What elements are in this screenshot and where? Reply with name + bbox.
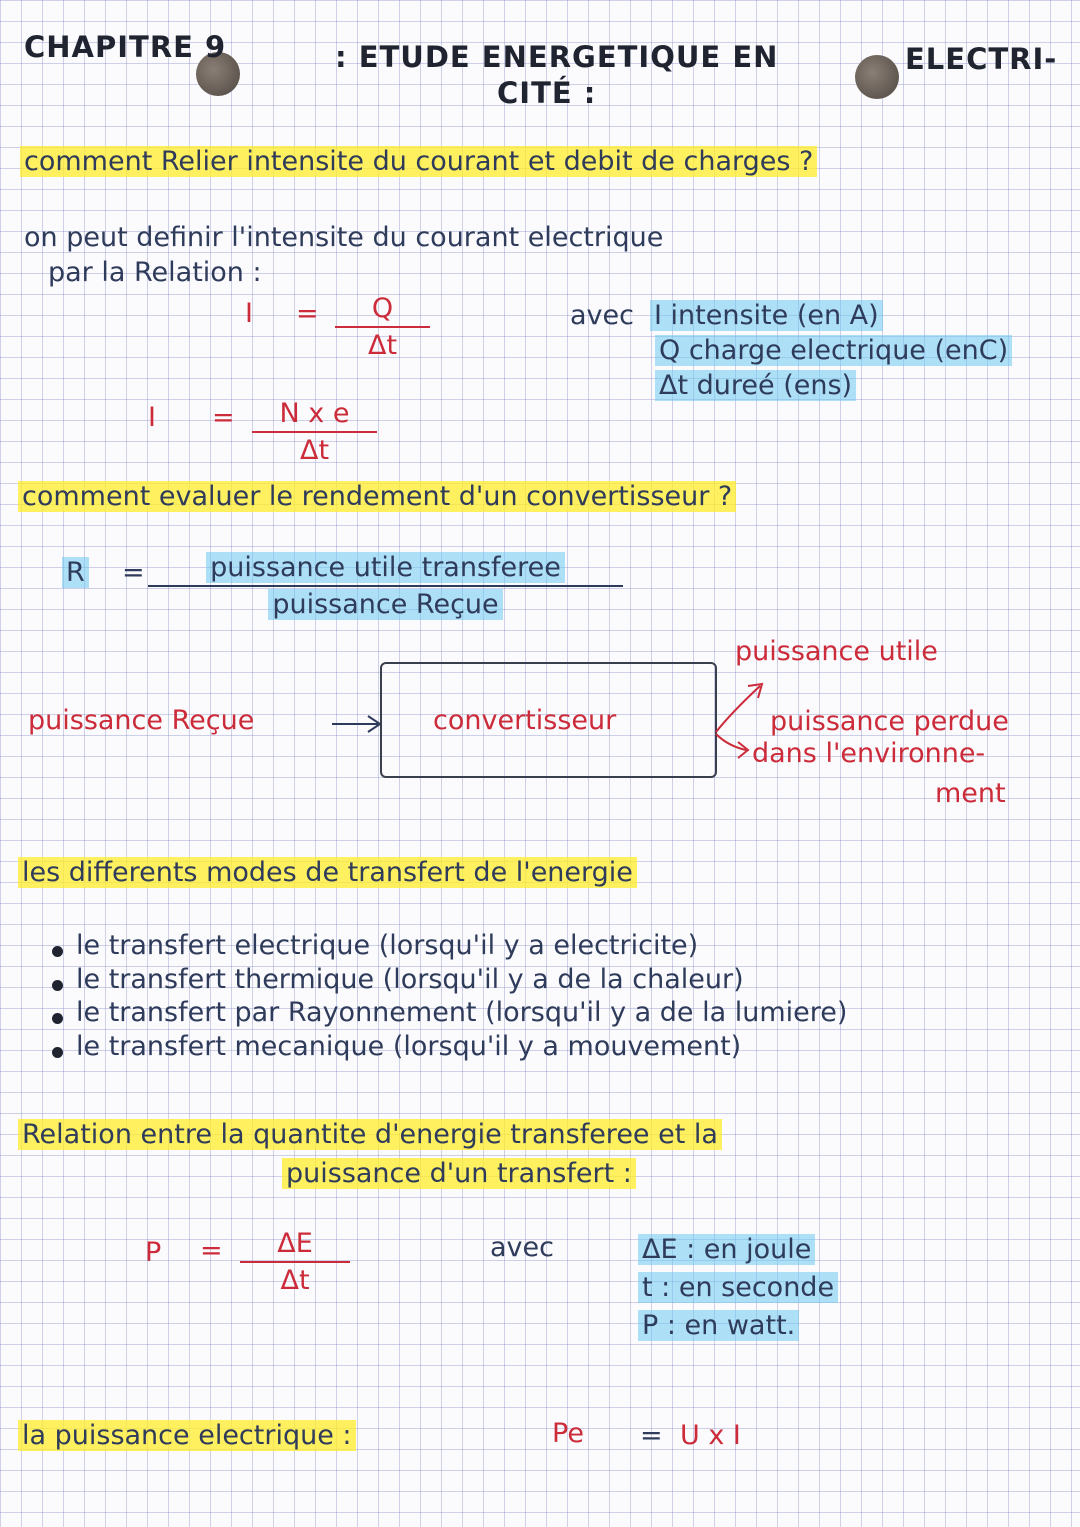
- formula-r-eq: =: [122, 557, 145, 588]
- output-lost-line2: dans l'environne-: [752, 738, 986, 769]
- intro-line-2: par la Relation :: [48, 257, 262, 288]
- formula1-numerator: Q: [335, 293, 430, 328]
- formula-r-denominator: puissance Reçue: [148, 587, 623, 620]
- chapter-title-line2: CITÉ :: [497, 76, 597, 110]
- formula-r-numerator: puissance utile transferee: [148, 552, 623, 587]
- formula-p-fraction: [240, 1228, 350, 1296]
- formula-p-numerator: ΔE: [240, 1228, 350, 1263]
- heading-energy-power-line1: Relation entre la quantite d'energie transferee et la: [18, 1119, 722, 1150]
- formula1-denominator: Δt: [367, 330, 398, 361]
- bullet-icon: [52, 1047, 63, 1058]
- formula2-numerator: N x e: [252, 398, 377, 433]
- unit-power: P : en watt.: [638, 1310, 799, 1341]
- avec-label-2: avec: [490, 1232, 554, 1263]
- chapter-title-end: ELECTRI-: [905, 42, 1058, 76]
- unit-energy: ΔE : en joule: [638, 1234, 815, 1265]
- formula-p-denominator: Δt: [280, 1265, 310, 1296]
- output-lost-line1: puissance perdue: [770, 706, 1009, 737]
- bullet-icon: [52, 946, 63, 957]
- question-intensity: comment Relier intensite du courant et debit de charges ?: [20, 146, 817, 177]
- formula-r-lhs: R: [62, 557, 89, 588]
- intro-line-1: on peut definir l'intensite du courant electrique: [24, 222, 664, 253]
- formula1-fraction: [335, 293, 430, 361]
- list-item: le transfert electrique (lorsqu'il y a electricite): [76, 930, 699, 961]
- binder-hole-right: [855, 55, 899, 99]
- formula1-eq: =: [296, 298, 319, 329]
- electric-power-label: la puissance electrique :: [18, 1420, 356, 1451]
- formula1-lhs: I: [245, 298, 253, 329]
- electric-power-eq: =: [640, 1420, 663, 1451]
- formula2-eq: =: [212, 402, 235, 433]
- definition-intensity: I intensite (en A): [650, 300, 883, 331]
- list-item: le transfert par Rayonnement (lorsqu'il y a de la lumiere): [76, 997, 848, 1028]
- question-efficiency: comment evaluer le rendement d'un convertisseur ?: [18, 481, 736, 512]
- unit-time: t : en seconde: [638, 1272, 838, 1303]
- electric-power-rhs: U x I: [680, 1420, 741, 1451]
- formula-r-fraction: [148, 552, 623, 620]
- heading-energy-power-line2: puissance d'un transfert :: [282, 1158, 636, 1189]
- chapter-number: CHAPITRE 9: [24, 30, 227, 64]
- diagram-input-label: puissance Reçue: [28, 705, 255, 736]
- heading-transfer-modes: les differents modes de transfert de l'energie: [18, 857, 637, 888]
- avec-label-1: avec: [570, 300, 634, 331]
- formula2-denominator: Δt: [299, 435, 330, 466]
- arrow-input-icon: [330, 712, 385, 736]
- definition-duration: Δt dureé (ens): [655, 370, 856, 401]
- output-lost-line3: ment: [935, 778, 1006, 809]
- formula-p-eq: =: [200, 1235, 223, 1266]
- list-item: le transfert thermique (lorsqu'il y a de la chaleur): [76, 964, 744, 995]
- output-useful-label: puissance utile: [735, 636, 938, 667]
- electric-power-symbol: Pe: [552, 1418, 584, 1449]
- bullet-icon: [52, 1013, 63, 1024]
- bullet-icon: [52, 980, 63, 991]
- formula2-fraction: [252, 398, 377, 466]
- formula-p-lhs: P: [145, 1237, 162, 1268]
- formula2-lhs: I: [148, 402, 156, 433]
- definition-charge: Q charge electrique (enC): [655, 335, 1012, 366]
- converter-label: convertisseur: [433, 705, 617, 736]
- chapter-title: : ETUDE ENERGETIQUE EN: [335, 40, 779, 74]
- list-item: le transfert mecanique (lorsqu'il y a mouvement): [76, 1031, 742, 1062]
